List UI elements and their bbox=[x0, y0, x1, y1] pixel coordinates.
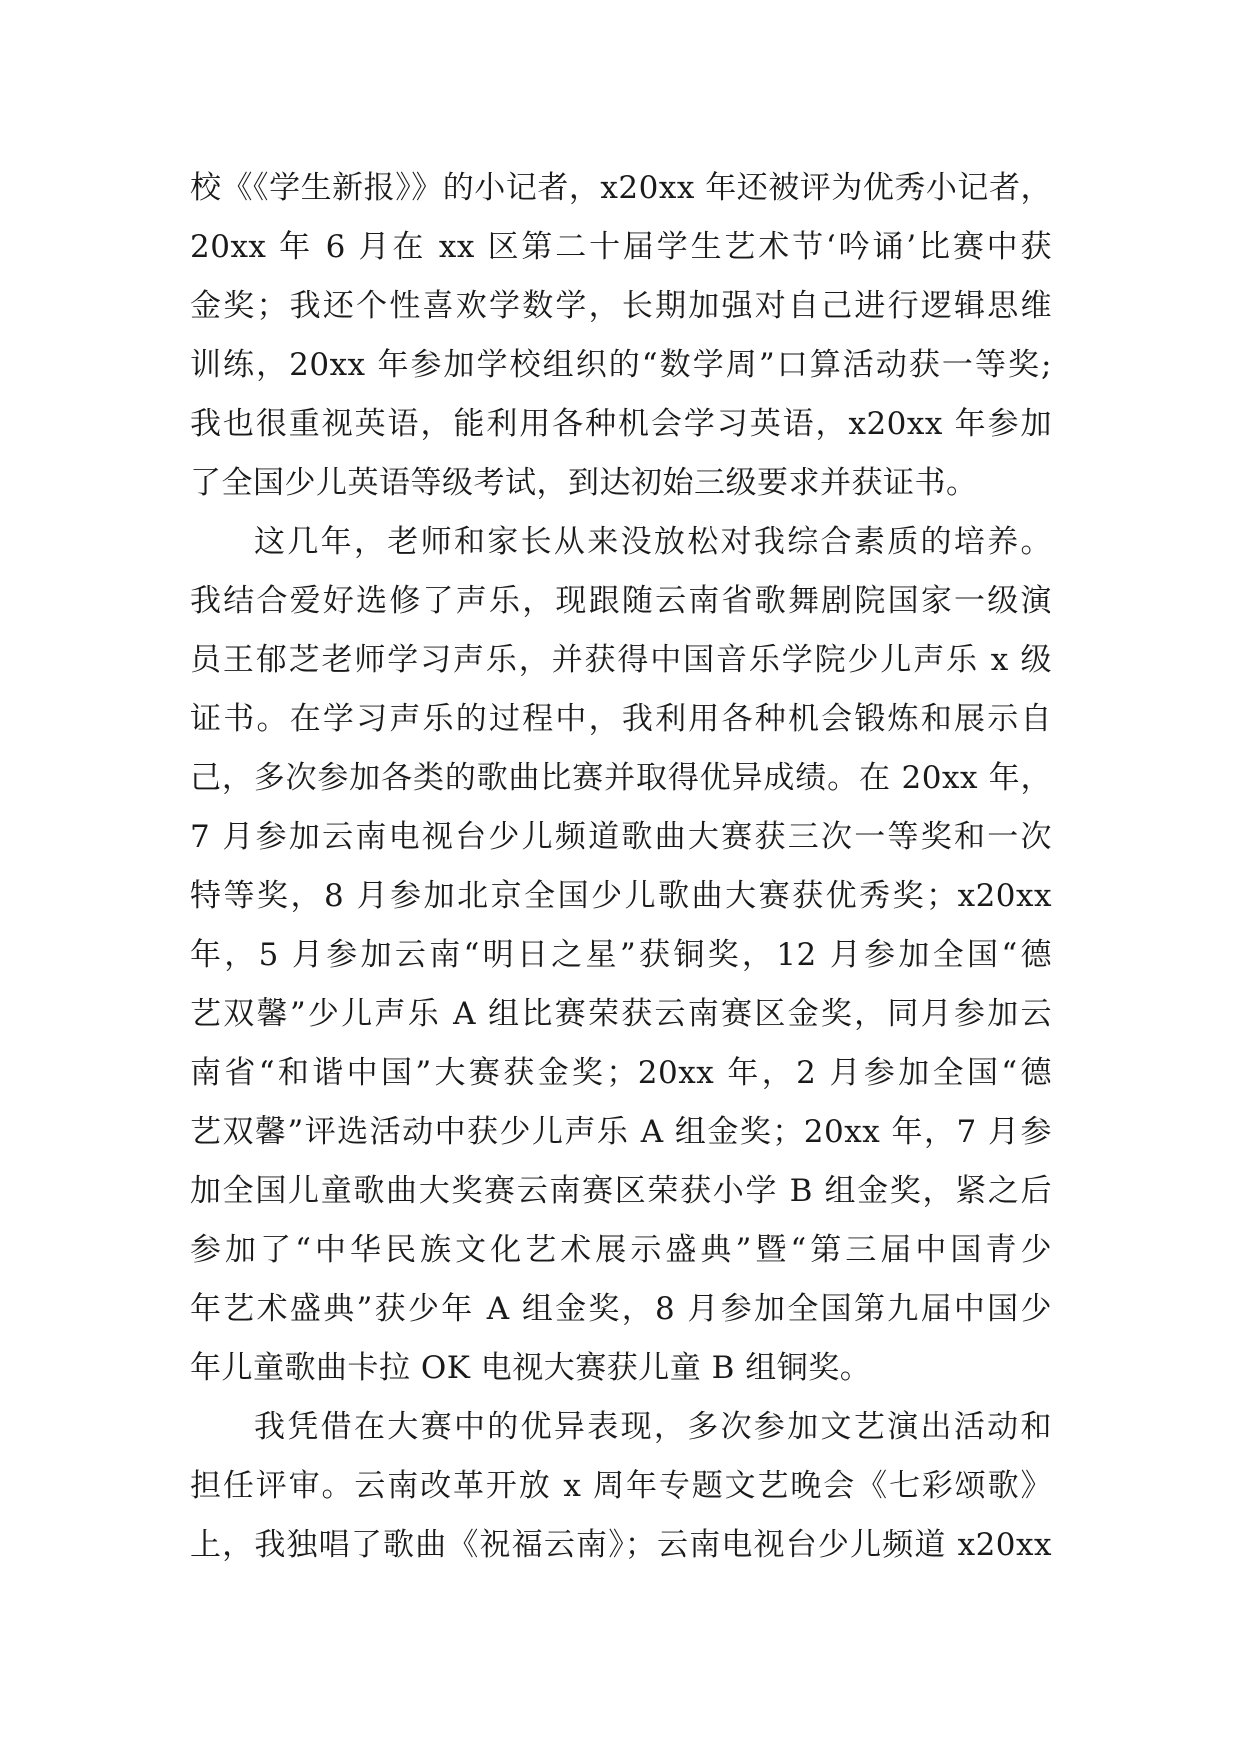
text-line: 艺双馨”评选活动中获少儿声乐 A 组金奖；20xx 年，7 月参 bbox=[190, 1114, 1052, 1150]
text-line: 艺双馨”少儿声乐 A 组比赛荣获云南赛区金奖，同月参加云 bbox=[190, 996, 1052, 1032]
paragraph-3 bbox=[190, 1398, 1052, 1575]
text-line: 我凭借在大赛中的优异表现，多次参加文艺演出活动和 bbox=[254, 1409, 1052, 1445]
text-line: 担任评审。云南改革开放 x 周年专题文艺晚会《七彩颂歌》 bbox=[190, 1468, 1052, 1504]
text-line: 参加了“中华民族文化艺术展示盛典”暨“第三届中国青少 bbox=[190, 1232, 1052, 1268]
document-body bbox=[190, 159, 1052, 1575]
text-line: 证书。在学习声乐的过程中，我利用各种机会锻炼和展示自 bbox=[190, 701, 1052, 737]
text-line: 金奖；我还个性喜欢学数学，长期加强对自己进行逻辑思维 bbox=[190, 288, 1052, 324]
paragraph-1 bbox=[190, 159, 1052, 513]
text-line: 上，我独唱了歌曲《祝福云南》；云南电视台少儿频道 x20xx bbox=[190, 1527, 1052, 1563]
text-line: 7 月参加云南电视台少儿频道歌曲大赛获三次一等奖和一次 bbox=[190, 819, 1052, 855]
text-line: 员王郁芝老师学习声乐，并获得中国音乐学院少儿声乐 x 级 bbox=[190, 642, 1052, 678]
text-line: 加全国儿童歌曲大奖赛云南赛区荣获小学 B 组金奖，紧之后 bbox=[190, 1173, 1052, 1209]
text-line: 年，5 月参加云南“明日之星”获铜奖，12 月参加全国“德 bbox=[190, 937, 1052, 973]
text-line: 校《《学生新报》》的小记者，x20xx 年还被评为优秀小记者， bbox=[190, 170, 1052, 206]
text-line: 我也很重视英语，能利用各种机会学习英语，x20xx 年参加 bbox=[190, 406, 1052, 442]
text-line: 训练，20xx 年参加学校组织的“数学周”口算活动获一等奖; bbox=[190, 347, 1052, 383]
text-line: 年艺术盛典”获少年 A 组金奖，8 月参加全国第九届中国少 bbox=[190, 1291, 1052, 1327]
text-line: 南省“和谐中国”大赛获金奖；20xx 年，2 月参加全国“德 bbox=[190, 1055, 1052, 1091]
text-line: 我结合爱好选修了声乐，现跟随云南省歌舞剧院国家一级演 bbox=[190, 583, 1052, 619]
text-line: 己，多次参加各类的歌曲比赛并取得优异成绩。在 20xx 年， bbox=[190, 760, 1052, 796]
paragraph-2 bbox=[190, 513, 1052, 1398]
text-line: 年儿童歌曲卡拉 OK 电视大赛获儿童 B 组铜奖。 bbox=[190, 1350, 872, 1386]
text-line: 特等奖，8 月参加北京全国少儿歌曲大赛获优秀奖；x20xx bbox=[190, 878, 1052, 914]
text-line: 这几年，老师和家长从来没放松对我综合素质的培养。 bbox=[254, 524, 1052, 560]
text-line: 了全国少儿英语等级考试，到达初始三级要求并获证书。 bbox=[190, 465, 978, 501]
text-line: 20xx 年 6 月在 xx 区第二十届学生艺术节‘吟诵’比赛中获 bbox=[190, 229, 1052, 265]
